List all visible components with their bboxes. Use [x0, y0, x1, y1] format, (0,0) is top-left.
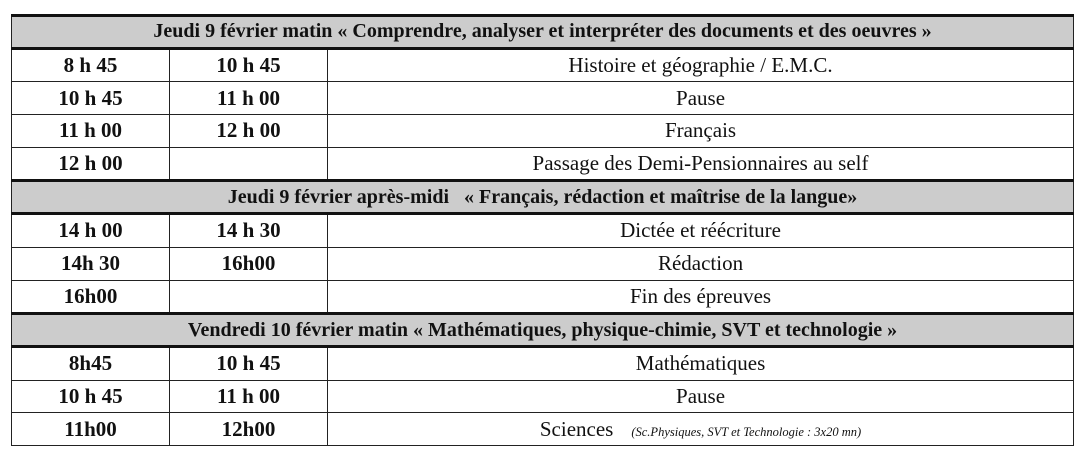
- subject: Pause: [328, 380, 1074, 413]
- end-time: 12h00: [170, 413, 328, 446]
- table-row: [12, 115, 1074, 148]
- end-time: 10 h 45: [170, 48, 328, 82]
- subject: Mathématiques: [328, 346, 1074, 380]
- section-title: Jeudi 9 février après-midi « Français, rédaction et maîtrise de la langue»: [12, 181, 1074, 214]
- subject: Dictée et réécriture: [328, 214, 1074, 248]
- table-row: [12, 214, 1074, 248]
- table-row: [12, 247, 1074, 280]
- subject: Fin des épreuves: [328, 280, 1074, 314]
- subject: Passage des Demi-Pensionnaires au self: [328, 147, 1074, 181]
- start-time: 11 h 00: [12, 115, 170, 148]
- table-row: [12, 380, 1074, 413]
- end-time: 16h00: [170, 247, 328, 280]
- section-header-row: [12, 314, 1074, 347]
- start-time: 14 h 00: [12, 214, 170, 248]
- subject: Rédaction: [328, 247, 1074, 280]
- subject: Histoire et géographie / E.M.C.: [328, 48, 1074, 82]
- table-row: [12, 346, 1074, 380]
- subject: Pause: [328, 82, 1074, 115]
- table-row: [12, 147, 1074, 181]
- start-time: 8 h 45: [12, 48, 170, 82]
- end-time: 12 h 00: [170, 115, 328, 148]
- end-time: [170, 280, 328, 314]
- subject-cell: [328, 413, 1074, 446]
- section-header-row: [12, 16, 1074, 49]
- start-time: 11h00: [12, 413, 170, 446]
- table-row: [12, 280, 1074, 314]
- start-time: 10 h 45: [12, 380, 170, 413]
- start-time: 10 h 45: [12, 82, 170, 115]
- end-time: 11 h 00: [170, 82, 328, 115]
- end-time: [170, 147, 328, 181]
- section-title: Jeudi 9 février matin « Comprendre, analyser et interpréter des documents et des oeuvres »: [12, 16, 1074, 49]
- section-header-row: [12, 181, 1074, 214]
- start-time: 8h45: [12, 346, 170, 380]
- subject: Sciences: [539, 416, 614, 441]
- section-title: Vendredi 10 février matin « Mathématiques, physique-chimie, SVT et technologie »: [12, 314, 1074, 347]
- start-time: 14h 30: [12, 247, 170, 280]
- start-time: 16h00: [12, 280, 170, 314]
- end-time: 10 h 45: [170, 346, 328, 380]
- start-time: 12 h 00: [12, 147, 170, 181]
- table-row: [12, 413, 1074, 446]
- end-time: 11 h 00: [170, 380, 328, 413]
- table-row: [12, 82, 1074, 115]
- table-row: [12, 48, 1074, 82]
- exam-schedule-table: [11, 14, 1074, 446]
- end-time: 14 h 30: [170, 214, 328, 248]
- subject-note: (Sc.Physiques, SVT et Technologie : 3x20 mn): [631, 424, 862, 439]
- subject: Français: [328, 115, 1074, 148]
